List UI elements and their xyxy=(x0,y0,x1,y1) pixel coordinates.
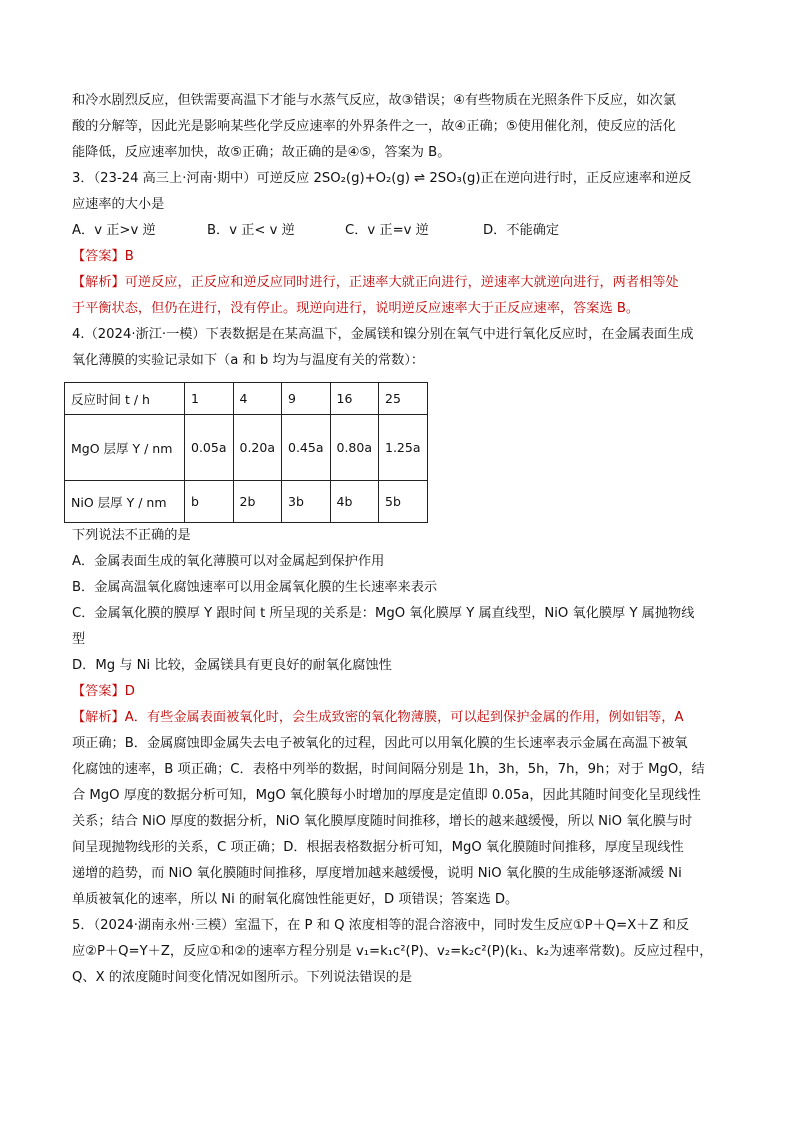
q4-option-d: D．Mg 与 Ni 比较，金属镁具有更良好的耐氧化腐蚀性 xyxy=(72,658,392,673)
table-cell: 25 xyxy=(379,383,428,415)
table-cell: 反应时间 t / h xyxy=(65,383,185,415)
table-cell: NiO 层厚 Y / nm xyxy=(65,481,185,523)
table-cell: 0.80a xyxy=(330,415,379,481)
q4-analysis-line: 间呈现抛物线形的关系，C 项正确；D．根据表格数据分析可知，MgO 氧化膜随时间推移，厚度呈现线性 xyxy=(72,840,684,855)
table-row xyxy=(65,415,428,481)
q4-option-b: B．金属高温氧化腐蚀速率可以用金属氧化膜的生长速率来表示 xyxy=(72,580,438,595)
q3-options xyxy=(72,218,724,244)
q4-analysis-line: 项正确；B．金属腐蚀即金属失去电子被氧化的过程，因此可以用氧化膜的生长速率表示金属在高温下被氧 xyxy=(72,736,688,751)
table-cell: 5b xyxy=(379,481,428,523)
table-cell: MgO 层厚 Y / nm xyxy=(65,415,185,481)
q4-analysis-line: 递增的趋势，而 NiO 氧化膜随时间推移，厚度增加越来越缓慢，说明 NiO 氧化膜的生成能够逐渐减缓 Ni xyxy=(72,866,682,881)
table-cell: 4 xyxy=(233,383,282,415)
q4-analysis-line: 单质被氧化的速率，所以 Ni 的耐氧化腐蚀性能更好，D 项错误；答案选 D。 xyxy=(72,892,519,907)
table-cell: 3b xyxy=(282,481,331,523)
q5-line-2: 应②P＋Q=Y＋Z，反应①和②的速率方程分别是 v₁=k₁c²(P)、v₂=k₂c²(P)(k₁、k₂为速率常数)。反应过程中， xyxy=(72,944,713,959)
q3-option-c: C．v 正=v 逆 xyxy=(345,223,429,238)
table-cell: 9 xyxy=(282,383,331,415)
intro-line-1: 和冷水剧烈反应，但铁需要高温下才能与水蒸气反应，故③错误；④有些物质在光照条件下反应，如次氯 xyxy=(72,93,676,108)
q4-analysis-line: 合 MgO 厚度的数据分析可知，MgO 氧化膜每小时增加的厚度是定值即 0.05a，因此其随时间变化呈现线性 xyxy=(72,788,701,803)
q3-analysis-line-1: 【解析】可逆反应，正反应和逆反应同时进行，正速率大就正向进行，逆速率大就逆向进行，两者相等处 xyxy=(72,275,679,290)
intro-line-2: 酸的分解等，因此光是影响某些化学反应速率的外界条件之一，故④正确；⑤使用催化剂，使反应的活化 xyxy=(72,119,676,134)
table-cell: 16 xyxy=(330,383,379,415)
q4-stem-line-2: 氧化薄膜的实验记录如下（a 和 b 均为与温度有关的常数）： xyxy=(72,353,425,368)
q3-analysis-line-2: 于平衡状态，但仍在进行，没有停止。现逆向进行，说明逆反应速率大于正反应速率，答案选 B。 xyxy=(72,301,640,316)
q5-line-1: 5．（2024·湖南永州·三模）室温下，在 P 和 Q 浓度相等的混合溶液中，同时发生反应①P＋Q=X＋Z 和反 xyxy=(72,918,690,933)
q3-option-a: A．v 正>v 逆 xyxy=(72,223,156,238)
table-cell: 1.25a xyxy=(379,415,428,481)
table-cell: 0.45a xyxy=(282,415,331,481)
q4-option-c-line-1: C．金属氧化膜的膜厚 Y 跟时间 t 所呈现的关系是：MgO 氧化膜厚 Y 属直线型，NiO 氧化膜厚 Y 属抛物线 xyxy=(72,606,695,621)
table-cell: 1 xyxy=(185,383,234,415)
q4-answer: 【答案】D xyxy=(72,684,135,699)
q3-option-b: B．v 正< v 逆 xyxy=(207,223,295,238)
q4-stem-line-1: 4.（2024·浙江·一模）下表数据是在某高温下，金属镁和镍分别在氧气中进行氧化反应时，在金属表面生成 xyxy=(72,327,694,342)
table-cell: 0.20a xyxy=(233,415,282,481)
q5-line-3: Q、X 的浓度随时间变化情况如图所示。下列说法错误的是 xyxy=(72,970,413,985)
q3-stem-line-2: 应速率的大小是 xyxy=(72,197,165,212)
document-content xyxy=(72,88,724,991)
table-row xyxy=(65,383,428,415)
q4-option-a: A．金属表面生成的氧化薄膜可以对金属起到保护作用 xyxy=(72,554,385,569)
q4-analysis-line: 化腐蚀的速率，B 项正确；C．表格中列举的数据，时间间隔分别是 1h，3h，5h，7h，9h；对于 MgO，结 xyxy=(72,762,705,777)
table-row xyxy=(65,481,428,523)
q3-option-d: D．不能确定 xyxy=(483,223,560,238)
oxide-film-table xyxy=(64,382,428,523)
intro-line-3: 能降低，反应速率加快，故⑤正确；故正确的是④⑤，答案为 B。 xyxy=(72,145,451,160)
q4-question: 下列说法不正确的是 xyxy=(72,528,191,543)
q3-answer: 【答案】B xyxy=(72,249,134,264)
q4-option-c-line-2: 型 xyxy=(72,632,86,647)
q3-stem-line-1: 3．（23-24 高三上·河南·期中）可逆反应 2SO₂(g)+O₂(g) ⇌ 2SO₃(g)正在逆向进行时，正反应速率和逆反 xyxy=(72,171,692,186)
table-cell: b xyxy=(185,481,234,523)
q4-analysis-line: 【解析】A．有些金属表面被氧化时，会生成致密的氧化物薄膜，可以起到保护金属的作用，例如铝等，A xyxy=(72,710,684,725)
table-cell: 4b xyxy=(330,481,379,523)
table-cell: 0.05a xyxy=(185,415,234,481)
q4-analysis-line: 关系；结合 NiO 厚度的数据分析，NiO 氧化膜厚度随时间推移，增长的越来越缓慢，所以 NiO 氧化膜与时 xyxy=(72,814,693,829)
table-cell: 2b xyxy=(233,481,282,523)
